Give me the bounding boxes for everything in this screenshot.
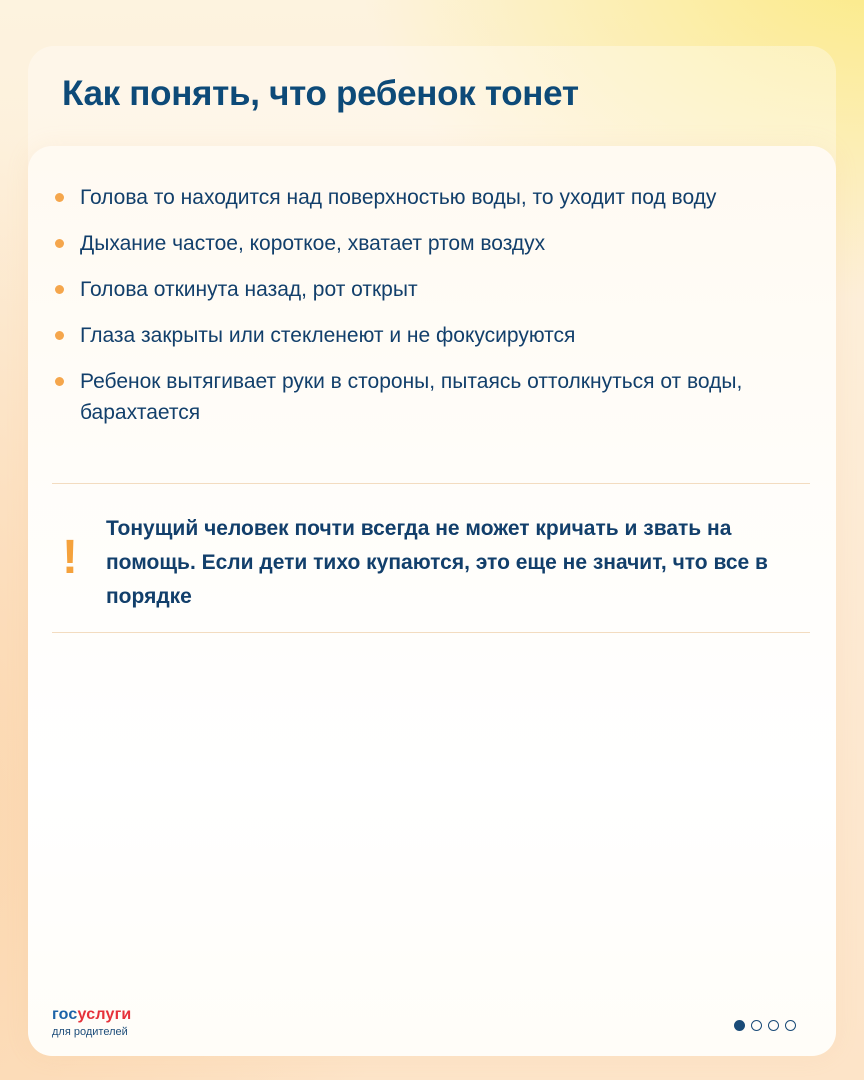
- page-dot-2[interactable]: [751, 1020, 762, 1031]
- logo-subtitle: для родителей: [52, 1026, 128, 1038]
- page-dot-4[interactable]: [785, 1020, 796, 1031]
- bullet-dot-icon: [55, 285, 64, 294]
- bullet-dot-icon: [55, 193, 64, 202]
- list-item: [52, 274, 792, 305]
- bullet-dot-icon: [55, 377, 64, 386]
- list-item: [52, 182, 792, 213]
- pagination-dots: [734, 1020, 796, 1031]
- divider: [52, 632, 810, 633]
- logo-wordmark: [52, 1006, 131, 1024]
- logo-wordmark-part2: услуги: [77, 1006, 132, 1023]
- page-title: Как понять, что ребенок тонет: [62, 74, 579, 113]
- warning-text: Тонущий человек почти всегда не может кричать и звать на помощь. Если дети тихо купаются, это еще не значит, что все в порядке: [106, 517, 768, 608]
- list-item: [52, 228, 792, 259]
- bullet-dot-icon: [55, 331, 64, 340]
- list-item-text: Ребенок вытягивает руки в стороны, пытаясь оттолкнуться от воды, барахтается: [80, 370, 743, 424]
- exclamation-icon: !: [62, 531, 78, 584]
- list-item-text: Голова откинута назад, рот открыт: [80, 278, 418, 301]
- bullet-dot-icon: [55, 239, 64, 248]
- list-item-text: Глаза закрыты или стекленеют и не фокусируются: [80, 324, 576, 347]
- list-item-text: Дыхание частое, короткое, хватает ртом воздух: [80, 232, 546, 255]
- page-dot-1[interactable]: [734, 1020, 745, 1031]
- list-item-text: Голова то находится над поверхностью воды, то уходит под воду: [80, 186, 717, 209]
- signs-list: [52, 182, 792, 443]
- logo-wordmark-part1: гос: [52, 1006, 78, 1023]
- list-item: [52, 366, 792, 428]
- page-dot-3[interactable]: [768, 1020, 779, 1031]
- list-item: [52, 320, 792, 351]
- gosuslugi-logo[interactable]: [52, 1006, 131, 1040]
- divider: [52, 483, 810, 484]
